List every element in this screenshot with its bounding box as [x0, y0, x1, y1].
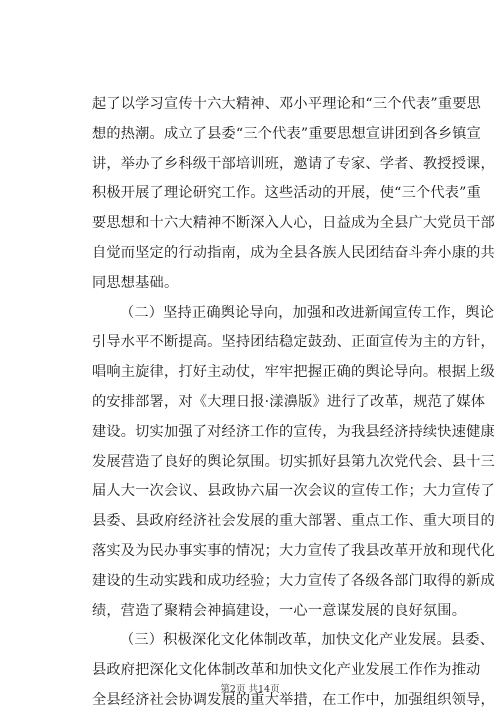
- paragraph-1-line-4: 积极开展了理论研究工作。这些活动的开展，使“三个代表”重: [92, 185, 481, 202]
- body-text: [92, 90, 495, 716]
- paragraph-1-line-5: 要思想和十六大精神不断深入人心，日益成为全县广大党员干部: [92, 215, 495, 232]
- paragraph-2-line-6: 发展营造了良好的舆论氛围。切实抓好县第九次党代会、县十三: [92, 453, 495, 470]
- paragraph-3-line-1: （三）积极深化文化体制改革，加快文化产业发展。县委、: [120, 632, 495, 649]
- paragraph-1-line-3: 讲，举办了乡科级干部培训班，邀请了专家、学者、教授授课，: [92, 155, 495, 172]
- paragraph-1-line-2: 想的热潮。成立了县委“三个代表”重要思想宣讲团到各乡镇宣: [92, 125, 481, 142]
- paragraph-2-line-9: 落实及为民办事实事的情况；大力宣传了我县改革开放和现代化: [92, 542, 495, 559]
- paragraph-2-line-10: 建设的生动实践和成功经验；大力宣传了各级各部门取得的新成: [92, 572, 495, 589]
- paragraph-2-line-11: 绩，营造了聚精会神搞建设，一心一意谋发展的良好氛围。: [92, 602, 467, 619]
- paragraph-2-line-8: 县委、县政府经济社会发展的重大部署、重点工作、重大项目的: [92, 513, 495, 530]
- paragraph-3-line-3: 全县经济社会协调发展的重大举措，在工作中，加强组织领导，: [92, 691, 495, 708]
- paragraph-1-line-7: 同思想基础。: [92, 274, 179, 291]
- paragraph-1-line-6: 自觉而坚定的行动指南，成为全县各族人民团结奋斗奔小康的共: [92, 244, 495, 261]
- paragraph-2-line-5: 建设。切实加强了对经济工作的宣传，为我县经济持续快速健康: [92, 423, 495, 440]
- paragraph-1-line-1: 起了以学习宣传十六大精神、邓小平理论和“三个代表”重要思: [92, 96, 481, 112]
- paragraph-2-line-1: （二）坚持正确舆论导向，加强和改进新闻宣传工作，舆论: [120, 304, 495, 321]
- paragraph-2-line-3: 唱响主旋律，打好主动仗，牢牢把握正确的舆论导向。根据上级: [92, 364, 495, 381]
- paragraph-2-line-7: 届人大一次会议、县政协六届一次会议的宣传工作；大力宣传了: [92, 483, 495, 500]
- paragraph-3-line-2: 县政府把深化文化体制改革和加快文化产业发展工作作为推动: [92, 662, 481, 679]
- page-footer: 第2页 共14页: [220, 684, 280, 695]
- paragraph-2-line-2: 引导水平不断提高。坚持团结稳定鼓劲、正面宣传为主的方针，: [92, 334, 495, 351]
- paragraph-2-line-4: 的安排部署，对《大理日报·漾濞版》进行了改革，规范了媒体: [92, 393, 486, 410]
